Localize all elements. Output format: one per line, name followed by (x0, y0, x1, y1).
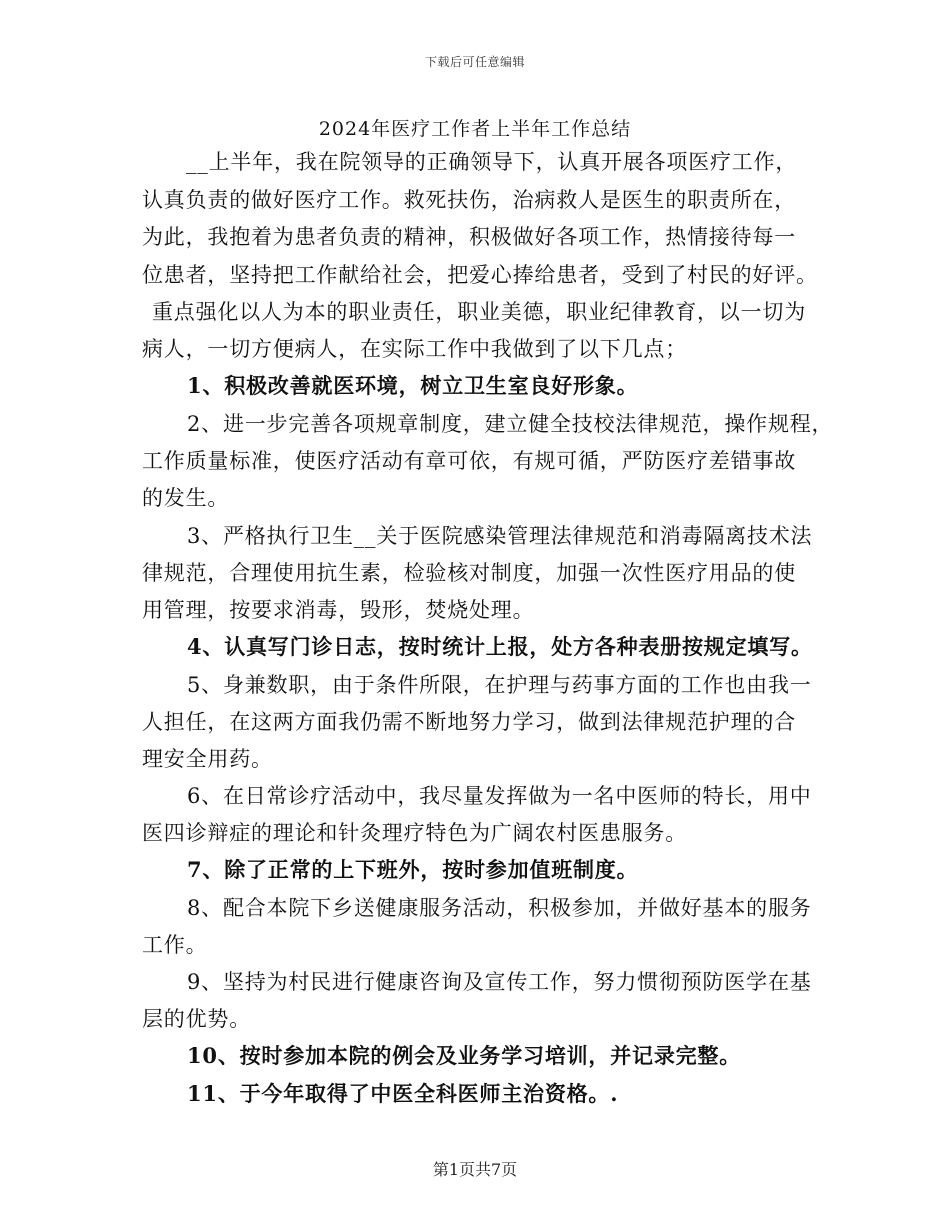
text-line: 认真负责的做好医疗工作。救死扶伤，治病救人是医生的职责所在， (142, 188, 796, 212)
text-line: 层的优势。 (142, 1007, 251, 1031)
text-line: __上半年，我在院领导的正确领导下，认真开展各项医疗工作， (186, 150, 798, 174)
text-line: 2、进一步完善各项规章制度，建立健全技校法律规范，操作规程， (187, 412, 834, 436)
list-item-heading: 4、认真写门诊日志，按时统计上报，处方各种表册按规定填写。 (187, 634, 813, 659)
text-line: 理安全用药。 (142, 747, 273, 771)
text-line: 人担任，在这两方面我仍需不断地努力学习，做到法律规范护理的合 (142, 710, 796, 734)
document-title: 2024年医疗工作者上半年工作总结 (318, 118, 632, 140)
text-line: 重点强化以人为本的职业责任，职业美德，职业纪律教育，以一切为 (152, 300, 806, 324)
header-note: 下载后可任意编辑 (424, 55, 525, 69)
list-item-heading: 11、于今年取得了中医全科医师主治资格。. (187, 1081, 619, 1106)
text-line: 6、在日常诊疗活动中，我尽量发挥做为一名中医师的特长，用中 (187, 784, 812, 808)
text-line: 位患者，坚持把工作献给社会，把爱心捧给患者，受到了村民的好评。 (142, 263, 818, 287)
text-line: 3、严格执行卫生__关于医院感染管理法律规范和消毒隔离技术法 (187, 524, 813, 548)
text-line: 工作质量标准，使医疗活动有章可依，有规可循，严防医疗差错事故 (142, 449, 796, 473)
text-line: 9、坚持为村民进行健康咨询及宣传工作，努力惯彻预防医学在基 (187, 970, 812, 994)
text-line: 8、配合本院下乡送健康服务活动，积极参加，并做好基本的服务 (187, 896, 812, 920)
list-item-heading: 7、除了正常的上下班外，按时参加值班制度。 (187, 857, 639, 882)
list-item-heading: 1、积极改善就医环境，树立卫生室良好形象。 (187, 373, 639, 398)
text-line: 病人，一切方便病人，在实际工作中我做到了以下几点； (142, 337, 687, 361)
text-line: 为此，我抱着为患者负责的精神，积极做好各项工作，热情接待每一 (142, 225, 796, 249)
text-line: 5、身兼数职，由于条件所限，在护理与药事方面的工作也由我一 (187, 673, 812, 697)
text-line: 工作。 (142, 933, 208, 957)
text-line: 医四诊辩症的理论和针灸理疗特色为广阔农村医患服务。 (142, 821, 687, 845)
page-number-footer: 第1页共7页 (432, 1160, 518, 1179)
text-line: 的发生。 (142, 486, 230, 510)
text-line: 律规范，合理使用抗生素，检验核对制度，加强一次性医疗用品的使 (142, 561, 796, 585)
list-item-heading: 10、按时参加本院的例会及业务学习培训，并记录完整。 (187, 1043, 742, 1068)
text-line: 用管理，按要求消毒，毁形，焚烧处理。 (142, 598, 535, 622)
